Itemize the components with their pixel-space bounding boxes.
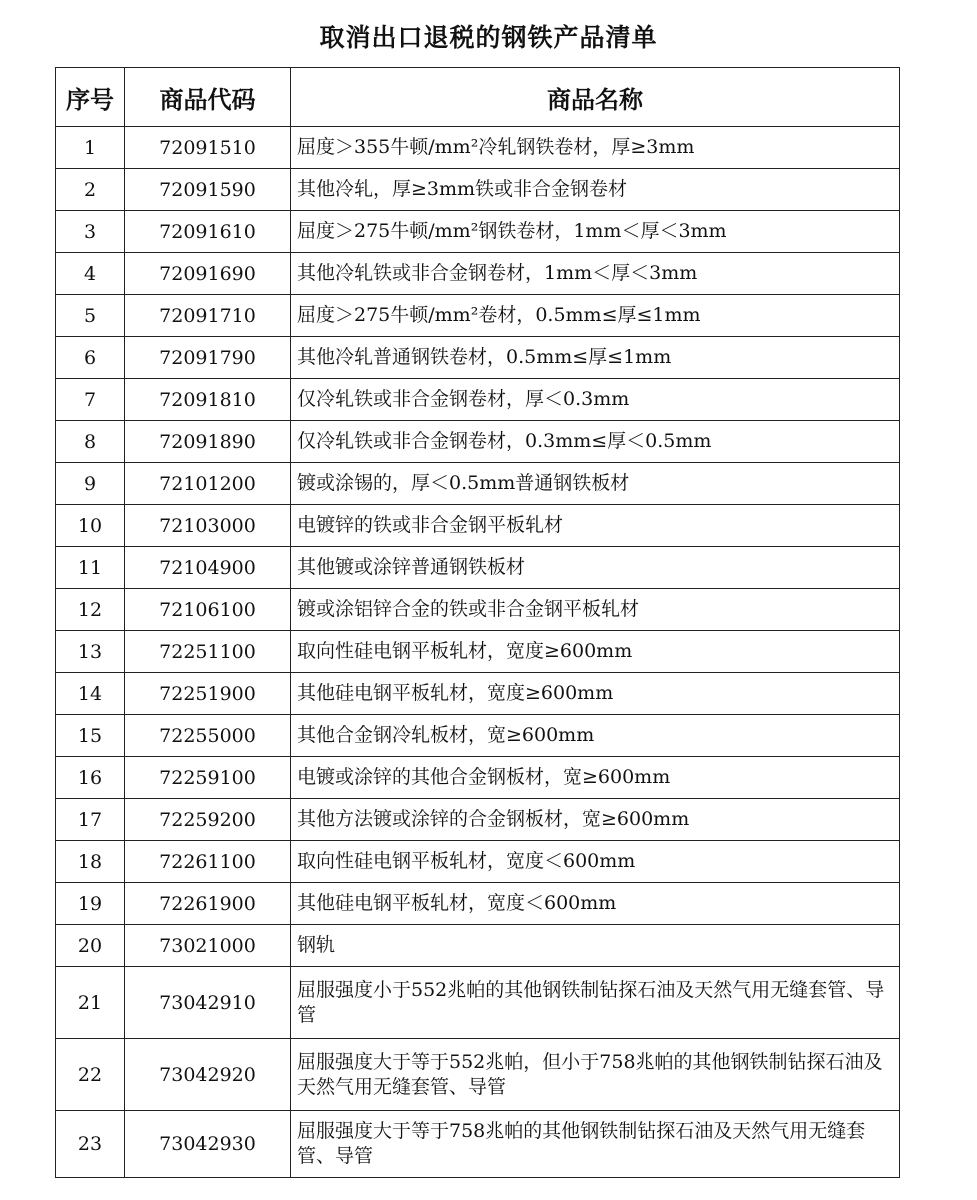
table-row (56, 673, 900, 715)
row-name: 其他硅电钢平板轧材，宽度≥600mm (291, 673, 900, 715)
table-row (56, 715, 900, 757)
table-row (56, 337, 900, 379)
header-seq: 序号 (56, 68, 125, 127)
row-name: 屈度＞355牛顿/mm²冷轧钢铁卷材，厚≥3mm (291, 127, 900, 169)
row-seq: 21 (56, 967, 125, 1039)
row-name: 其他硅电钢平板轧材，宽度＜600mm (291, 883, 900, 925)
row-name: 镀或涂锡的，厚＜0.5mm普通钢铁板材 (291, 463, 900, 505)
row-name: 镀或涂铝锌合金的铁或非合金钢平板轧材 (291, 589, 900, 631)
table-row (56, 967, 900, 1039)
row-code: 72259200 (125, 799, 291, 841)
row-seq: 11 (56, 547, 125, 589)
row-name: 电镀锌的铁或非合金钢平板轧材 (291, 505, 900, 547)
header-code: 商品代码 (125, 68, 291, 127)
table-row (56, 883, 900, 925)
row-code: 72255000 (125, 715, 291, 757)
row-code: 72251100 (125, 631, 291, 673)
row-seq: 16 (56, 757, 125, 799)
row-seq: 8 (56, 421, 125, 463)
row-seq: 14 (56, 673, 125, 715)
row-seq: 13 (56, 631, 125, 673)
row-name: 取向性硅电钢平板轧材，宽度≥600mm (291, 631, 900, 673)
row-name: 电镀或涂锌的其他合金钢板材，宽≥600mm (291, 757, 900, 799)
table-row (56, 421, 900, 463)
row-code: 72259100 (125, 757, 291, 799)
table-body (56, 127, 900, 1178)
table-header-row (56, 68, 900, 127)
row-code: 72101200 (125, 463, 291, 505)
row-code: 72091790 (125, 337, 291, 379)
row-code: 73042910 (125, 967, 291, 1039)
header-name: 商品名称 (291, 68, 900, 127)
row-name: 屈度＞275牛顿/mm²钢铁卷材，1mm＜厚＜3mm (291, 211, 900, 253)
row-name: 屈度＞275牛顿/mm²卷材，0.5mm≤厚≤1mm (291, 295, 900, 337)
row-code: 72091510 (125, 127, 291, 169)
row-code: 72261100 (125, 841, 291, 883)
product-table (55, 67, 900, 1178)
table-row (56, 211, 900, 253)
page-title: 取消出口退税的钢铁产品清单 (319, 23, 658, 52)
row-name: 其他冷轧铁或非合金钢卷材，1mm＜厚＜3mm (291, 253, 900, 295)
row-code: 72091890 (125, 421, 291, 463)
row-seq: 15 (56, 715, 125, 757)
table-row (56, 253, 900, 295)
table-row (56, 1039, 900, 1111)
table-row (56, 925, 900, 967)
row-seq: 1 (56, 127, 125, 169)
table-row (56, 169, 900, 211)
table-row (56, 295, 900, 337)
row-seq: 10 (56, 505, 125, 547)
row-code: 72106100 (125, 589, 291, 631)
row-name: 其他镀或涂锌普通钢铁板材 (291, 547, 900, 589)
row-code: 73042930 (125, 1111, 291, 1178)
row-name: 屈服强度大于等于552兆帕，但小于758兆帕的其他钢铁制钻探石油及天然气用无缝套管、导管 (291, 1039, 900, 1111)
row-name: 屈服强度小于552兆帕的其他钢铁制钻探石油及天然气用无缝套管、导管 (291, 967, 900, 1039)
table-row (56, 799, 900, 841)
row-code: 72091590 (125, 169, 291, 211)
row-code: 73021000 (125, 925, 291, 967)
row-name: 屈服强度大于等于758兆帕的其他钢铁制钻探石油及天然气用无缝套管、导管 (291, 1111, 900, 1178)
row-code: 72104900 (125, 547, 291, 589)
row-code: 72251900 (125, 673, 291, 715)
row-seq: 17 (56, 799, 125, 841)
row-name: 其他方法镀或涂锌的合金钢板材，宽≥600mm (291, 799, 900, 841)
row-seq: 4 (56, 253, 125, 295)
row-seq: 3 (56, 211, 125, 253)
row-seq: 18 (56, 841, 125, 883)
row-name: 其他冷轧，厚≥3mm铁或非合金钢卷材 (291, 169, 900, 211)
row-seq: 5 (56, 295, 125, 337)
table-row (56, 1111, 900, 1178)
row-code: 72091610 (125, 211, 291, 253)
table-row (56, 547, 900, 589)
row-code: 72091690 (125, 253, 291, 295)
table-row (56, 631, 900, 673)
row-name: 仅冷轧铁或非合金钢卷材，0.3mm≤厚＜0.5mm (291, 421, 900, 463)
row-seq: 22 (56, 1039, 125, 1111)
table-row (56, 463, 900, 505)
row-seq: 23 (56, 1111, 125, 1178)
table-row (56, 757, 900, 799)
row-seq: 9 (56, 463, 125, 505)
row-code: 73042920 (125, 1039, 291, 1111)
row-seq: 19 (56, 883, 125, 925)
table-row (56, 127, 900, 169)
table-row (56, 841, 900, 883)
row-name: 仅冷轧铁或非合金钢卷材，厚＜0.3mm (291, 379, 900, 421)
row-name: 其他冷轧普通钢铁卷材，0.5mm≤厚≤1mm (291, 337, 900, 379)
row-seq: 2 (56, 169, 125, 211)
row-code: 72261900 (125, 883, 291, 925)
row-seq: 20 (56, 925, 125, 967)
row-code: 72091810 (125, 379, 291, 421)
row-name: 其他合金钢冷轧板材，宽≥600mm (291, 715, 900, 757)
row-name: 钢轨 (291, 925, 900, 967)
row-seq: 7 (56, 379, 125, 421)
table-row (56, 589, 900, 631)
row-seq: 6 (56, 337, 125, 379)
row-seq: 12 (56, 589, 125, 631)
row-code: 72103000 (125, 505, 291, 547)
row-name: 取向性硅电钢平板轧材，宽度＜600mm (291, 841, 900, 883)
table-row (56, 505, 900, 547)
table-row (56, 379, 900, 421)
row-code: 72091710 (125, 295, 291, 337)
